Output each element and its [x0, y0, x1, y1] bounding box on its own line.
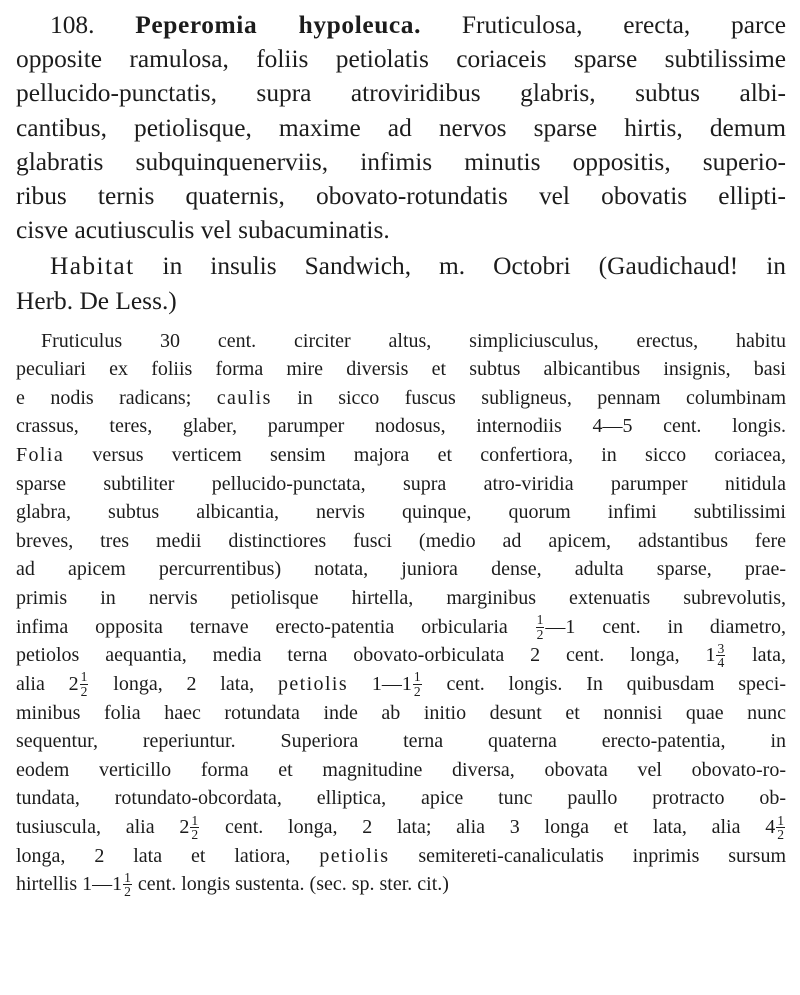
description-line — [16, 813, 786, 842]
petiolis-term: petiolis — [277, 672, 349, 695]
description-text: petiolos aequantia, media terna obovato-orbiculata 2 cent. longa, 1 — [16, 644, 716, 667]
species-name: Peperomia hypoleuca. — [135, 11, 422, 39]
fraction-half — [80, 670, 89, 698]
caulis-term: caulis — [216, 386, 272, 409]
description-line: primis in nervis petiolisque hirtella, marginibus extenuatis subrevolutis, — [16, 586, 786, 609]
diagnosis-line: pellucido-punctatis, supra atroviridibus glabris, subtus albi- — [16, 79, 786, 108]
fraction-numerator: 1 — [536, 612, 544, 628]
description-line: tundata, rotundato-obcordata, elliptica, apice tunc paullo protracto ob- — [16, 787, 786, 810]
description-line: breves, tres medii distinctiores fusci (medio ad apicem, adstantibus fere — [16, 529, 786, 552]
fraction-denominator: 2 — [413, 684, 421, 700]
description-text: lata, — [752, 644, 786, 667]
description-text: infima opposita ternave erecto-patentia orbicularia — [16, 615, 508, 638]
description-text: cent. longa, 2 lata; alia 3 longa et lata, alia 4 — [224, 816, 776, 839]
description-line: crassus, teres, glaber, parumper nodosus, internodiis 4—5 cent. longis. — [16, 415, 786, 438]
description-text: semitereti-canaliculatis inprimis sursum — [418, 844, 787, 867]
diagnosis-paragraph — [16, 8, 786, 247]
description-text: versus verticem sensim majora et confertiora, in sicco coriacea, — [92, 443, 787, 466]
fraction-half — [123, 871, 132, 899]
fraction-numerator: 1 — [80, 669, 88, 685]
fraction-numerator: 1 — [191, 812, 199, 828]
habitat-line — [16, 249, 786, 284]
fraction-denominator: 2 — [777, 827, 785, 843]
habitat-text: in insulis Sandwich, m. Octobri (Gaudichaud! in — [162, 252, 786, 281]
description-line — [16, 842, 786, 871]
petiolis-term: petiolis — [319, 844, 390, 867]
description-line — [16, 870, 786, 899]
fraction-denominator: 2 — [536, 626, 544, 642]
description-text: cent. longis sustenta. (sec. sp. ster. cit.) — [137, 873, 449, 896]
diagnosis-line: opposite ramulosa, foliis petiolatis coriaceis sparse subtilissime — [16, 45, 786, 74]
description-line: peculiari ex foliis forma mire diversis et subtus albicantibus insignis, basi — [16, 358, 786, 381]
document-page — [16, 8, 786, 899]
diagnosis-line: ribus ternis quaternis, obovato-rotundatis vel obovatis ellipti- — [16, 182, 786, 211]
description-text: e nodis radicans; — [16, 386, 192, 409]
description-text: alia 2 — [16, 672, 79, 695]
description-line: sequentur, reperiuntur. Superiora terna quaterna erecto-patentia, in — [16, 730, 786, 753]
description-text: tusiuscula, alia 2 — [16, 816, 190, 839]
diagnosis-line — [16, 8, 786, 42]
description-text: hirtellis 1—1 — [16, 873, 123, 896]
fraction-three-quarter — [716, 642, 725, 670]
diagnosis-line: glabratis subquinquenerviis, infimis minutis oppositis, superio- — [16, 147, 786, 176]
fraction-half — [776, 814, 785, 842]
entry-number: 108. — [50, 11, 95, 39]
description-line: glabra, subtus albicantia, nervis quinque, quorum infimi subtilissimi — [16, 501, 786, 524]
description-line — [16, 670, 786, 699]
fraction-numerator: 1 — [413, 669, 421, 685]
description-line — [16, 384, 786, 413]
fraction-half — [190, 814, 199, 842]
description-line: eodem verticillo forma et magnitudine diversa, obovata vel obovato-ro- — [16, 758, 786, 781]
diagnosis-line: cantibus, petiolisque, maxime ad nervos sparse hirtis, demum — [16, 113, 786, 142]
fraction-half — [413, 670, 422, 698]
fraction-numerator: 3 — [717, 640, 725, 656]
description-text: in sicco fuscus subligneus, pennam columbinam — [297, 386, 786, 409]
description-line — [16, 441, 786, 470]
fraction-denominator: 2 — [80, 684, 88, 700]
description-line: ad apicem percurrentibus) notata, juniora dense, adulta sparse, prae- — [16, 558, 786, 581]
description-line: minibus folia haec rotundata inde ab initio desunt et nonnisi quae nunc — [16, 701, 786, 724]
description-text: —1 cent. in diametro, — [545, 615, 786, 638]
diagnosis-line: cisve acutiusculis vel subacuminatis. — [16, 216, 390, 245]
fraction-denominator: 2 — [191, 827, 199, 843]
fraction-denominator: 4 — [717, 655, 725, 671]
habitat-label: Habitat — [50, 252, 135, 281]
description-text: 1—1 — [371, 672, 412, 695]
description-text: cent. longis. In quibusdam speci- — [446, 672, 787, 695]
description-line — [16, 641, 786, 670]
description-text: Fruticulus 30 cent. circiter altus, simpliciusculus, erectus, habitu — [41, 329, 786, 352]
description-line — [16, 327, 786, 356]
fraction-denominator: 2 — [124, 884, 131, 900]
fraction-numerator: 1 — [777, 812, 785, 828]
diagnosis-text: Fruticulosa, erecta, parce — [461, 11, 786, 39]
fraction-numerator: 1 — [124, 869, 131, 885]
description-line: sparse subtiliter pellucido-punctata, supra atro-viridia parumper nitidula — [16, 472, 786, 495]
folia-term: Folia — [16, 443, 65, 466]
description-paragraph — [16, 327, 786, 899]
description-line — [16, 613, 786, 642]
description-text: longa, 2 lata, — [113, 672, 255, 695]
habitat-paragraph — [16, 249, 786, 318]
habitat-line: Herb. De Less.) — [16, 287, 177, 316]
fraction-half — [536, 613, 545, 641]
description-text: longa, 2 lata et latiora, — [16, 844, 291, 867]
